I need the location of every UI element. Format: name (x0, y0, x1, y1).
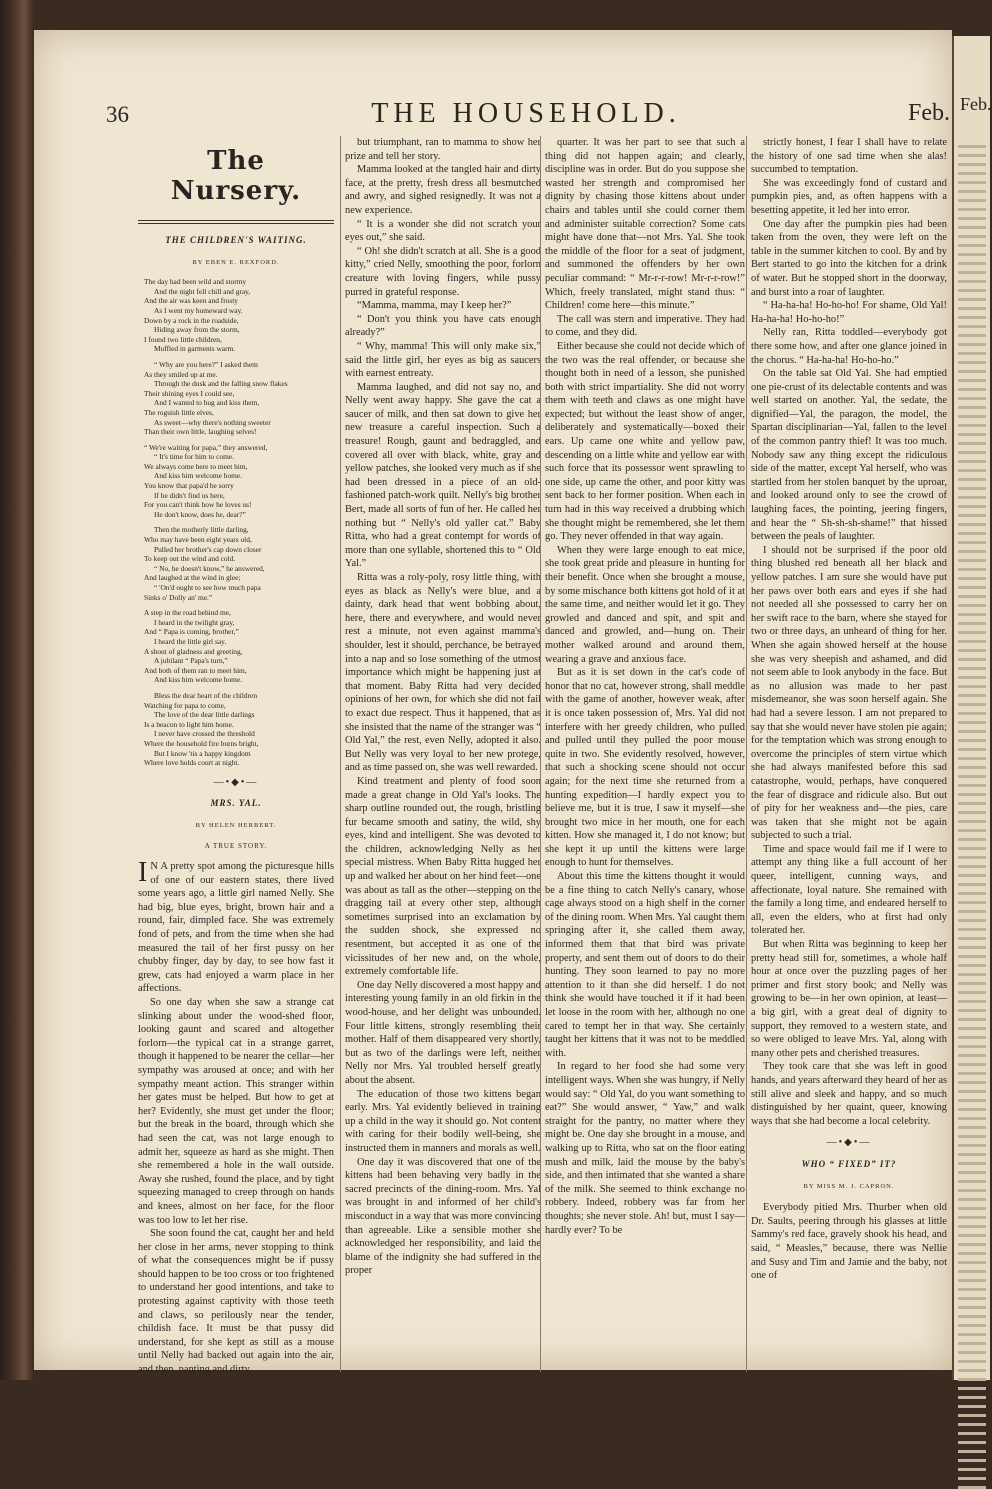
adjacent-text-line (958, 1054, 986, 1057)
story2-title: WHO “ FIXED” IT? (801, 1158, 897, 1169)
adjacent-text-line (958, 1477, 986, 1480)
poem-line: “ No, he doesn't know,” he answered, (154, 563, 265, 573)
poem-line: The roguish little elves, (144, 407, 214, 417)
adjacent-text-line (958, 415, 986, 418)
adjacent-page-month: Feb. (960, 94, 992, 114)
adjacent-text-line (958, 271, 986, 274)
adjacent-text-line (958, 460, 986, 463)
adjacent-text-line (958, 1108, 986, 1111)
paragraph: But as it is set down in the cat's code of honor that no cat, however strong, shall meddle with the game of another, however weak, after it is once taken possession of, Mrs. Yal did not interfere with her greedy children, who pulled and pulled until they pulled the poor mouse quite in two. She evidently resolved, however, that such a shocking scene should not occur again; for the next time she returned from a hunting expedition—I hardly expect you to believe me, but it is true, I saw it myself—she brought two mice in her mouth, one for each kitten. How she managed it, I do not know; but she kept it up until the kittens were large enough to hunt for themselves. (545, 667, 745, 869)
section-title: The Nursery. (170, 146, 302, 206)
poem-line: And “ Papa is coming, brother,” (144, 627, 239, 637)
poem-line: We always come here to meet him, (144, 461, 248, 471)
poem-line: As they smiled up at me. (144, 369, 218, 379)
poem-line: Is a beacon to light him home. (144, 719, 234, 729)
adjacent-text-line (958, 1243, 986, 1246)
poem-line: I never have crossed the threshold (154, 729, 255, 739)
paragraph: “ Oh! she didn't scratch at all. She is a good kitty,” cried Nelly, smoothing the poor, forlorn creature with loving fingers, while pussy purred in grateful response. (345, 245, 541, 298)
adjacent-text-line (958, 388, 986, 391)
paragraph: Everybody pitied Mrs. Thurber when old Dr. Saults, peering through his glasses at little Sammy's red face, gravely shook his head, and said, “ Measles,” because, there was Nellie and Susy and Tim and Jamie and the baby, not one of (751, 1202, 947, 1282)
adjacent-text-line (958, 1180, 986, 1183)
paragraph: They took care that she was left in good hands, and years afterward they heard of her as still alive and sleek and happy, and so much distinguished by her quaint, queer, knowing ways that she had become a local celebrity. (751, 1061, 947, 1127)
adjacent-text-line (958, 451, 986, 454)
adjacent-text-line (958, 784, 986, 787)
adjacent-text-line (958, 1306, 986, 1309)
adjacent-text-line (958, 253, 986, 256)
adjacent-text-line (958, 838, 986, 841)
adjacent-text-line (958, 1369, 986, 1372)
page-header (102, 96, 950, 136)
adjacent-text-line (958, 289, 986, 292)
adjacent-text-line (958, 991, 986, 994)
adjacent-text-line (958, 1027, 986, 1030)
column-2 (340, 136, 541, 1372)
poem-line: For you can't think how he loves us! (144, 500, 252, 510)
poem-line: Where love holds court at night. (144, 758, 240, 768)
adjacent-text-line (958, 1072, 986, 1075)
adjacent-text-line (958, 352, 986, 355)
adjacent-text-line (958, 766, 986, 769)
poem-line: A jubilant “ Papa's turn,” (154, 656, 228, 666)
story2-byline: BY MISS M. J. CAPRON. (803, 1182, 895, 1190)
adjacent-text-line (958, 1360, 986, 1363)
paragraph: The call was stern and imperative. They had to come, and they did. (545, 313, 745, 339)
poem-line: You know that papa'd be sorry (144, 481, 234, 491)
adjacent-page-text (958, 145, 986, 1489)
adjacent-text-line (958, 505, 986, 508)
poem-line: And both of them ran to meet him, (144, 665, 247, 675)
poem-line: To keep out the wind and cold. (144, 554, 236, 564)
poem-byline: BY EBEN E. REXFORD. (192, 258, 280, 266)
poem-body (144, 277, 334, 768)
poem-line: As sweet—why there's nothing sweeter (154, 417, 271, 427)
adjacent-text-line (958, 910, 986, 913)
poem-line: A step in the road behind me, (144, 608, 231, 618)
adjacent-text-line (958, 217, 986, 220)
adjacent-text-line (958, 298, 986, 301)
adjacent-text-line (958, 1387, 986, 1390)
paragraph: Mamma laughed, and did not say no, and Nelly went away happy. She gave the cat a saucer of milk, and then sat down to give her new treasure a careful inspection. Such a treasure! Rough, gaunt and bedraggled, and covered all over with black, white, gray and yellow patches, she looked very much as if she had been dressed in a piece of an old-fashioned patch-work quilt. Nelly's big brother Bert, made all sorts of fun of her. He called her nothing but “ Nelly's old yaller cat.” Baby Ritta, who had a great contempt for words of more than one syllable, shortened this to “ Old Yal.” (345, 381, 541, 570)
poem-line: Pulled her brother's cap down closer (154, 544, 262, 554)
adjacent-text-line (958, 901, 986, 904)
adjacent-text-line (958, 604, 986, 607)
journal-title: THE HOUSEHOLD. (371, 98, 681, 129)
adjacent-text-line (958, 820, 986, 823)
adjacent-text-line (958, 1315, 986, 1318)
paragraph: “Mamma, mamma, may I keep her?” (357, 300, 512, 312)
story-byline: BY HELEN HERBERT. (195, 821, 277, 829)
adjacent-text-line (958, 1171, 986, 1174)
adjacent-text-line (958, 1441, 986, 1444)
poem-line: Than their own little, laughing selves! (144, 427, 257, 437)
paragraph: She was exceedingly fond of custard and pumpkin pies, and, as often happens with a besetting appetite, it led her into error. (751, 177, 947, 216)
adjacent-text-line (958, 1468, 986, 1471)
poem-line: But I know 'tis a happy kingdom (154, 748, 251, 758)
adjacent-text-line (958, 190, 986, 193)
adjacent-text-line (958, 559, 986, 562)
paragraph: I N A pretty spot among the picturesque hills of one of our eastern states, there lived some years ago, a little girl named Nelly. She had big, blue eyes, bright, brown hair and a round, fair, dimpled face. She was extremely fond of pets, and from the time when she had measured the tail of her first pussy on her chubby finger, day by day, to see how fast it grew, cats had enjoyed a warm place in her affections. (138, 857, 334, 995)
adjacent-text-line (958, 946, 986, 949)
adjacent-text-line (958, 442, 986, 445)
paragraph: One day Nelly discovered a most happy and interesting young family in an old firkin in the wood-house, and her delight was unbounded. Four little kittens, strongly resembling their mother. Half of them disappeared very shortly, but as two of the darlings were left, neither Nelly nor Mrs. Yal troubled herself greatly about the absent. (345, 979, 541, 1086)
adjacent-text-line (958, 280, 986, 283)
adjacent-text-line (958, 181, 986, 184)
poem-line: As I went my homeward way. (154, 305, 243, 315)
adjacent-text-line (958, 829, 986, 832)
adjacent-text-line (958, 496, 986, 499)
poem-line: Sinks o' Dolly an' me.” (144, 592, 213, 602)
story-body-col1 (138, 857, 334, 1377)
poem-line: And kiss him welcome home. (154, 471, 243, 481)
adjacent-text-line (958, 1135, 986, 1138)
adjacent-text-line (958, 1405, 986, 1408)
poem-line: “ We're waiting for papa,” they answered, (144, 442, 268, 452)
column-3 (540, 136, 745, 1372)
adjacent-text-line (958, 1126, 986, 1129)
adjacent-text-line (958, 145, 986, 148)
adjacent-text-line (958, 172, 986, 175)
column-1 (138, 136, 334, 1376)
adjacent-text-line (958, 316, 986, 319)
adjacent-text-line (958, 856, 986, 859)
poem-line: Muffled in garments warm. (154, 344, 236, 354)
poem-line: I found two little children, (144, 334, 222, 344)
adjacent-text-line (958, 1225, 986, 1228)
adjacent-page-edge (952, 36, 990, 1380)
adjacent-text-line (958, 874, 986, 877)
adjacent-text-line (958, 568, 986, 571)
adjacent-text-line (958, 712, 986, 715)
adjacent-text-line (958, 1270, 986, 1273)
adjacent-text-line (958, 478, 986, 481)
adjacent-text-line (958, 793, 986, 796)
issue-month: Feb. (908, 100, 950, 126)
adjacent-text-line (958, 343, 986, 346)
adjacent-text-line (958, 325, 986, 328)
adjacent-text-line (958, 226, 986, 229)
adjacent-text-line (958, 1189, 986, 1192)
poem-line: Watching for papa to come, (144, 700, 226, 710)
adjacent-text-line (958, 577, 986, 580)
adjacent-text-line (958, 1351, 986, 1354)
paragraph: Kind treatment and plenty of food soon made a great change in Old Yal's looks. The sharp outline rounded out, the rough, bristling fur became smooth and satiny, the wild, shy eyes, kind and intelligent. She was devoted to the children, acknowledging Nelly as her special mistress. When Baby Ritta hugged her up and walked her about on her hind feet—one was about as tall as the other—stepping on the dragging tail at every other step, although sometimes surprised into an exclamation by the sudden shock, she expressed no resentment, but accepted it as one of the vicissitudes of her new and, on the whole, extremely comfortable life. (345, 775, 541, 978)
paragraph: The education of those two kittens began early. Mrs. Yal evidently believed in training up a child in the way it should go. Not content with caring for their bodily well-being, she instructed them in manners and morals as well. (345, 1088, 541, 1154)
adjacent-text-line (958, 730, 986, 733)
adjacent-text-line (958, 676, 986, 679)
adjacent-text-line (958, 199, 986, 202)
adjacent-text-line (958, 1288, 986, 1291)
poem-line: Where the household fire burns bright, (144, 738, 259, 748)
poem-line: Who may have been eight years old, (144, 535, 252, 545)
paragraph: Ritta was a roly-poly, rosy little thing, with eyes as black as Nelly's were blue, and a dainty, dark head that went bobbing about, here, there and everywhere, and would never rest a minute, not even against mamma's shoulder, lest it should, perchance, be betrayed into a nap and so lose something of the utmost importance which might be happening just at that moment. Baby Ritta had very decided opinions of her own, for which she did not fail to exact due respect. Thus it happened, that as she insisted that the name of the stranger was “ Old Yal,” the rest, even Nelly, adopted it also. But Nelly was very loyal to her new protege, and as time passed on, she was well rewarded. (345, 572, 541, 774)
paragraph: She soon found the cat, caught her and held her close in her arms, never stopping to think of what the consequences might be if pussy should happen to be too cross or too frightened to understand her good intentions, and take to protesting against captivity with those teeth and claws, so perilously near the tender, childish face. It must be that pussy did understand, for she kept as still as a mouse until Nelly had backed out again into the air, and then, panting and dirty, (138, 1228, 334, 1376)
adjacent-text-line (958, 757, 986, 760)
adjacent-text-line (958, 631, 986, 634)
adjacent-text-line (958, 433, 986, 436)
adjacent-text-line (958, 1216, 986, 1219)
adjacent-text-line (958, 1000, 986, 1003)
poem-line: If he didn't find us here, (154, 490, 225, 500)
adjacent-text-line (958, 1297, 986, 1300)
poem-line: Through the dusk and the falling snow flakes (154, 379, 288, 389)
adjacent-text-line (958, 370, 986, 373)
adjacent-text-line (958, 847, 986, 850)
paragraph: Either because she could not decide which of the two was the real offender, or because she thought both in need of a lesson, she punished both with strict impartiality. She did not worry them with teeth and claws as one might have expected; but without the least show of anger, deliberately and systematically—boxed their ears. Up came one white and yellow paw, descending on a little white and yellow ear with such force that its possessor went sprawling to one side, up came the other, and poor kitty was sent back to her former position. When each in turn had in this way received a drubbing which she thought might be remembered, she let them go. They never offended in that way again. (545, 340, 745, 543)
poem-line: I heard the little girl say. (154, 636, 227, 646)
poem-line: Then the motherly little darling, (154, 525, 249, 535)
adjacent-text-line (958, 721, 986, 724)
paragraph: but triumphant, ran to mamma to show her prize and tell her story. (345, 137, 541, 162)
paragraph: Time and space would fail me if I were to attempt any thing like a full account of her queer, intelligent, cunning ways, and affectionate, loyal nature. She remained with the family a long time, and endeared herself to all, even the elders, who at first had only tolerated her. (751, 843, 947, 937)
poem-line: And I wanted to hug and kiss them, (154, 398, 260, 408)
adjacent-text-line (958, 1378, 986, 1381)
adjacent-text-line (958, 1432, 986, 1435)
adjacent-text-line (958, 1009, 986, 1012)
adjacent-text-line (958, 469, 986, 472)
adjacent-text-line (958, 379, 986, 382)
paragraph: “ Why, mamma! This will only make six,” said the little girl, her eyes as big as saucers with earnest entreaty. (345, 340, 541, 380)
poem-line: “ 'On'd ought to see how much papa (154, 583, 261, 592)
adjacent-text-line (958, 775, 986, 778)
adjacent-text-line (958, 586, 986, 589)
adjacent-text-line (958, 1423, 986, 1426)
story-title: MRS. YAL. (210, 798, 262, 809)
adjacent-text-line (958, 523, 986, 526)
story-subtitle: A TRUE STORY. (204, 842, 268, 851)
adjacent-text-line (958, 1117, 986, 1120)
adjacent-text-line (958, 1333, 986, 1336)
adjacent-text-line (958, 739, 986, 742)
adjacent-text-line (958, 802, 986, 805)
poem-line: Hiding away from the storm, (154, 325, 240, 335)
book-binding (0, 0, 34, 1380)
adjacent-text-line (958, 1063, 986, 1066)
page-number: 36 (106, 102, 129, 127)
adjacent-text-line (958, 514, 986, 517)
drop-cap: I (138, 857, 148, 889)
adjacent-text-line (958, 397, 986, 400)
adjacent-text-line (958, 550, 986, 553)
adjacent-text-line (958, 262, 986, 265)
adjacent-text-line (958, 883, 986, 886)
adjacent-text-line (958, 307, 986, 310)
adjacent-text-line (958, 424, 986, 427)
adjacent-text-line (958, 1342, 986, 1345)
paragraph: Mamma looked at the tangled hair and dirty face, at the pretty, fresh dress all besmutched and awry, and sighed resignedly. It was not a new experience. (345, 164, 541, 216)
adjacent-text-line (958, 1207, 986, 1210)
story-body-col3 (545, 136, 745, 1237)
adjacent-text-line (958, 928, 986, 931)
adjacent-text-line (958, 1459, 986, 1462)
adjacent-text-line (958, 1261, 986, 1264)
story-body-col4 (751, 136, 947, 1128)
adjacent-text-line (958, 154, 986, 157)
adjacent-text-line (958, 811, 986, 814)
poem-line: “ It's time for him to come. (154, 452, 234, 462)
adjacent-text-line (958, 595, 986, 598)
adjacent-text-line (958, 1099, 986, 1102)
adjacent-text-line (958, 406, 986, 409)
adjacent-text-line (958, 1090, 986, 1093)
paragraph: quarter. It was her part to see that such a thing did not happen again; and clearly, discipline was in order. But do you suppose she wasted her strength and compromised her dignity by chasing those kittens about under chairs and tables until she could corner them and administer suitable correction? Some cats might have done that—not Mrs. Yal. She took the middle of the floor for a seat of judgment, and summoned the offenders by her own peculiar command: “ Mr-r-r-row! Mr-r-r-row!” Which, freely translated, might stand thus: “ Children! come here—this minute.” (545, 137, 745, 312)
poem-line: A shout of gladness and greeting, (144, 646, 243, 656)
adjacent-text-line (958, 973, 986, 976)
adjacent-text-line (958, 649, 986, 652)
adjacent-text-line (958, 541, 986, 544)
paragraph: “ Ha-ha-ha! Ho-ho-ho! For shame, Old Yal! Ha-ha-ha! Ho-ho-ho!” (751, 300, 947, 325)
adjacent-text-line (958, 667, 986, 670)
adjacent-text-line (958, 163, 986, 166)
poem-line: “ Why are you here?” I asked them (154, 359, 258, 369)
adjacent-text-line (958, 1396, 986, 1399)
adjacent-text-line (958, 613, 986, 616)
paragraph: One day it was discovered that one of the kittens had been behaving very badly in the sacred precincts of the dining-room. Mrs. Yal was brought in and informed of her child's misconduct in a way that was more convincing than agreeable. Like a sensible mother she acknowledged her responsibility, and laid the blame of the indignity she had suffered in the proper (345, 1156, 541, 1277)
paragraph: So one day when she saw a strange cat slinking about under the wood-shed floor, looking gaunt and scared and altogether forlorn—the typical cat in a strange garret, though it happened to be nearer the cellar—her sympathy was aroused at once; and with her sympathy meant action. This stranger within her gates must be helped. But how to get at her? Evidently, she must get under the floor; but the break in the board, through which she had seen the cat, was not large enough to admit her, squeeze as hard as she might. Then she remembered a hole in the wall outside. Away she rushed, found the place, and by tight squeezing managed to creep through on hands and knees, almost on her face, for the floor was too low to let her rise. (138, 997, 334, 1226)
adjacent-text-line (958, 982, 986, 985)
story2-body (751, 1201, 947, 1283)
adjacent-text-line (958, 865, 986, 868)
adjacent-text-line (958, 1279, 986, 1282)
adjacent-text-line (958, 1198, 986, 1201)
paragraph: “ Don't you think you have cats enough already?” (345, 313, 541, 339)
adjacent-text-line (958, 1036, 986, 1039)
adjacent-text-line (958, 208, 986, 211)
adjacent-text-line (958, 361, 986, 364)
column-4 (746, 136, 947, 1372)
paragraph: Nelly ran, Ritta toddled—everybody got there some how, and after one glance joined in the chorus. “ Ha-ha-ha! Ho-ho-ho.” (751, 327, 947, 366)
paragraph: When they were large enough to eat mice, she took great pride and pleasure in hunting for their benefit. Once when she brought a mouse, by some mischance both kittens got hold of it at the same time, and neither would let it go. They growled and danced and spit, and spit and danced and growled, and—hung on. Their mother walked around and around them, wearing a grave and anxious face. (545, 544, 745, 665)
paragraph: “ It is a wonder she did not scratch your eyes out,” she said. (345, 218, 541, 244)
poem-line: And the night fell chill and gray, (154, 286, 251, 296)
adjacent-text-line (958, 1450, 986, 1453)
adjacent-text-line (958, 685, 986, 688)
poem-line: And kiss him welcome home. (154, 675, 243, 685)
ornament-divider-2: —•◆•— (826, 1137, 872, 1149)
adjacent-text-line (958, 1252, 986, 1255)
adjacent-text-line (958, 235, 986, 238)
adjacent-text-line (958, 640, 986, 643)
adjacent-text-line (958, 487, 986, 490)
poem-line: Their shining eyes I could see, (144, 388, 235, 398)
paragraph: One day after the pumpkin pies had been taken from the oven, they were left on the table in the summer kitchen to cool. By and by Bert started to go into the kitchen for a drink of water. But he stopped short in the doorway, and burst into a roar of laughter. (751, 218, 947, 298)
adjacent-text-line (958, 334, 986, 337)
poem-line: The love of the dear little darlings (154, 710, 255, 720)
poem-title: THE CHILDREN'S WAITING. (165, 235, 307, 245)
adjacent-text-line (958, 532, 986, 535)
story-body-col2 (345, 136, 541, 1278)
adjacent-text-line (958, 1045, 986, 1048)
adjacent-text-line (958, 1162, 986, 1165)
paragraph: I should not be surprised if the poor old thing blushed red beneath all her black and yellow patches. I am sure she would have put her paws over both ears and eyes if she had not needed all she possessed to carry her on her swift race to the barn, where she stayed for two or three days, an unheard of thing for her. When she again showed herself at the house she was very sheepish and ashamed, and did not seem able to look anybody in the face. But as no allusion was made to her past misdemeanor, she was soon herself again. She had had a severe lesson. I am not prepared to say that she would never have stolen pie again; for the temptation which was strong enough to overcome the principles of stern virtue which she had always manifested before this sad catastrophe, would, perhaps, have conquered the fear of disgrace and ridicule also. But out of pity for her weakness and—the pies, care was taken that she might not be again subjected to such a trial. (751, 544, 947, 842)
adjacent-text-line (958, 244, 986, 247)
adjacent-text-line (958, 1144, 986, 1147)
adjacent-text-line (958, 964, 986, 967)
adjacent-text-line (958, 622, 986, 625)
adjacent-text-line (958, 658, 986, 661)
adjacent-text-line (958, 937, 986, 940)
adjacent-text-line (958, 748, 986, 751)
divider (138, 220, 334, 224)
adjacent-text-line (958, 1324, 986, 1327)
paragraph: strictly honest, I fear I shall have to relate the history of one sad time when she alas! succumbed to temptation. (751, 137, 947, 176)
poem-line: The day had been wild and stormy (144, 277, 247, 287)
adjacent-text-line (958, 1153, 986, 1156)
adjacent-text-line (958, 694, 986, 697)
poem-line: He don't know, does he, dear?” (154, 509, 246, 519)
adjacent-text-line (958, 1234, 986, 1237)
adjacent-text-line (958, 919, 986, 922)
poem-line: Bless the dear heart of the children (154, 690, 258, 700)
adjacent-text-line (958, 1081, 986, 1084)
poem-line: And the air was keen and frosty (144, 296, 238, 306)
adjacent-text-line (958, 1414, 986, 1417)
poem-line: I heard in the twilight gray, (154, 617, 235, 627)
ornament-divider: —•◆•— (213, 776, 259, 788)
paragraph: In regard to her food she had some very intelligent ways. When she was hungry, if Nelly would say: “ Old Yal, do you want something to eat?” She would answer, “ Yaw,” and walk straight for the pantry, no matter where they might be. One day she brought in a mouse, and walking up to Ritta, who sat on the floor eating mush and milk, laid the mouse by the baby's side, and then intimated that she wanted a share of the milk. She seemed to think exchange no robbery. Indeed, robbery was far from her thoughts; she never stole. Ah! but, must I say—hardly ever? To be (545, 1061, 746, 1236)
paragraph: About this time the kittens thought it would be a fine thing to catch Nelly's canary, whose cage always stood on a high shelf in the corner of the dining room. When Mrs. Yal caught them springing after it, she called them away, informed them that that bird was private property, and sent them out of doors to do their hunting. They soon learned to pay no more attention to it than she did herself. I do not think she would have touched it if it had been let loose in the room with her, although no one cared to tempt her in that way. She certainly taught her kittens that it was not to be meddled with. (545, 871, 745, 1059)
paragraph: But when Ritta was beginning to keep her pretty head still for, sometimes, a whole half hour at once over the puzzling pages of her primer and first story book; and Nelly was growing to be—in her own opinion, at least—a big girl, with a great deal of dignity to support, they removed to a western state, and so were obliged to leave Mrs. Yal, along with many other pets and cherished treasures. (751, 939, 947, 1059)
poem-line: Down by a rock in the roadside, (144, 315, 239, 325)
adjacent-text-line (958, 955, 986, 958)
adjacent-text-line (958, 703, 986, 706)
poem-line: And laughed at the wind in glee; (144, 573, 241, 583)
paragraph: On the table sat Old Yal. She had emptied one pie-crust of its delectable contents and was well started on another. Yal, the sedate, the dignified—Yal, the paragon, the model, the Spartan disciplinarian—Yal, fallen to the level of the common pantry thief! It was too much. Nobody saw any thing except the ridiculous side of the matter, except Yal herself, who was startled from her stolen banquet by the uproar, and looked around only to see the crowd of laughing faces, the pointing, jeering fingers, and hear the “ Sh-sh-sh-shame!” that hissed between the peals of laughter. (751, 368, 947, 543)
adjacent-text-line (958, 1018, 986, 1021)
adjacent-text-line (958, 892, 986, 895)
